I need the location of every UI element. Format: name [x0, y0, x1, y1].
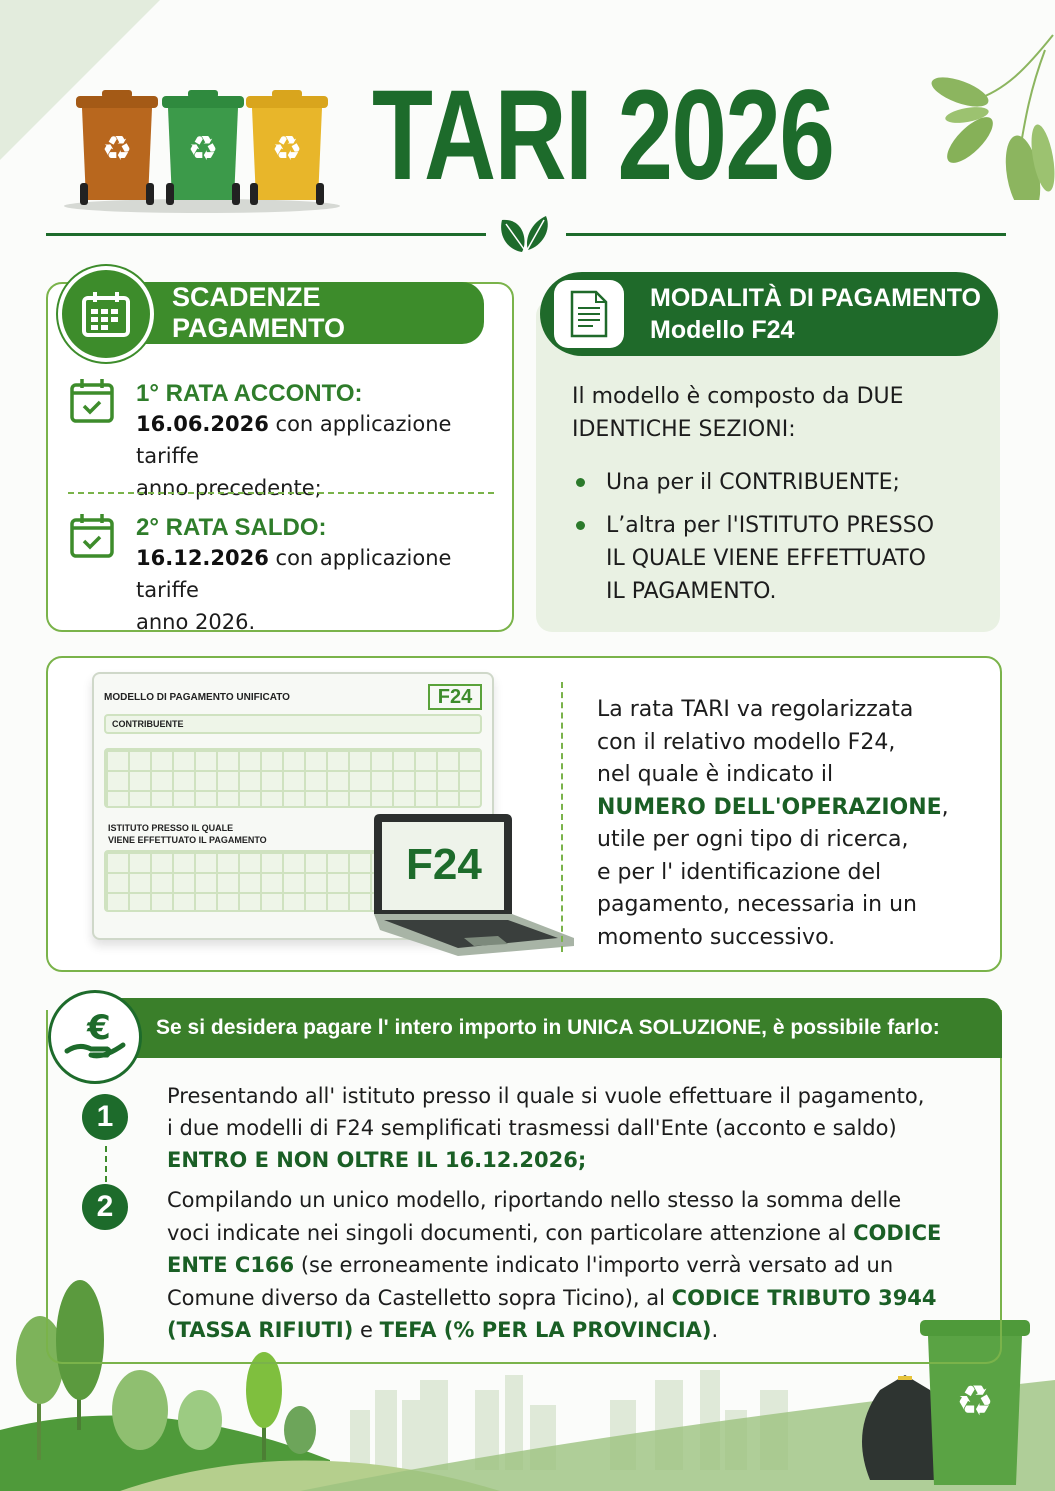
deadline-title: 1° RATA ACCONTO:: [136, 380, 363, 407]
laptop-f24-text: F24: [406, 840, 482, 889]
section-istituto-label: VIENE EFFETTUATO IL PAGAMENTO: [108, 835, 267, 845]
f24-badge: F24: [428, 684, 482, 710]
deadline-item-1: [136, 380, 506, 504]
deadline-text: anno 2026.: [136, 610, 256, 634]
deadline-date: 16.12.2026: [136, 546, 269, 570]
f24-info-line: pagamento, necessaria in un: [597, 892, 917, 917]
leaf-branch-decoration: [915, 30, 1055, 200]
option-number-1: 1: [82, 1094, 128, 1140]
section-contribuente: CONTRIBUENTE: [104, 714, 482, 734]
option-line: Comune diverso da Castelletto sopra Ticino), al: [167, 1285, 672, 1310]
bullet-item: [572, 509, 992, 608]
option-line: (se erroneamente indicato l'importo verrà versato ad un: [294, 1253, 894, 1277]
codice-tributo-highlight: CODICE TRIBUTO 3944: [671, 1285, 937, 1310]
f24-divider: [561, 682, 563, 952]
bullet-line: IL QUALE VIENE EFFETTUATO: [606, 546, 926, 571]
payment-mode-title: MODALITÀ DI PAGAMENTO: [650, 284, 982, 312]
calendar-icon: [81, 290, 131, 338]
bin-brown: [76, 90, 158, 205]
recycling-bins-illustration: [62, 88, 342, 218]
form-title: MODELLO DI PAGAMENTO UNIFICATO: [104, 692, 290, 703]
deadline-date: 16.06.2026: [136, 412, 269, 436]
option-line: Compilando un unico modello, riportando nello stesso la somma delle: [167, 1188, 902, 1212]
f24-info-line: La rata TARI va regolarizzata: [597, 697, 914, 722]
f24-info-line: nel quale è indicato il: [597, 762, 834, 787]
operation-number-highlight: NUMERO DELL'OPERAZIONE: [597, 794, 942, 820]
calendar-icon-badge: [58, 266, 154, 362]
codice-ente-highlight: ENTE C166: [167, 1253, 295, 1277]
deadline-text: con applicazione tariffe: [136, 412, 452, 468]
deadline-highlight: ENTRO E NON OLTRE IL 16.12.2026;: [167, 1148, 587, 1172]
city-skyline: [350, 1370, 788, 1470]
bin-green: [162, 90, 244, 205]
form-grid: [104, 748, 482, 808]
f24-info-line: momento successivo.: [597, 924, 836, 950]
f24-info-line: e per l' identificazione del: [597, 859, 882, 885]
euro-hand-icon-badge: [48, 990, 142, 1084]
section-istituto: [108, 822, 267, 846]
bullet-line: IL PAGAMENTO.: [606, 579, 777, 604]
bullet-item: [572, 466, 992, 499]
deadline-item-2: [136, 514, 506, 638]
option-number-2: 2: [82, 1184, 128, 1230]
deadline-title: 2° RATA SALDO:: [136, 514, 327, 541]
deadlines-title: SCADENZE PAGAMENTO: [110, 282, 484, 344]
euro-hand-icon: [63, 1009, 127, 1065]
leaf-icon: [494, 212, 556, 256]
tefa-highlight: TEFA (% PER LA PROVINCIA): [379, 1318, 712, 1342]
option-connector: [105, 1146, 107, 1182]
calendar-check-icon: [70, 378, 114, 424]
recycle-icon: ♻: [271, 129, 303, 169]
payment-mode-intro: IDENTICHE SEZIONI:: [572, 417, 796, 442]
header-divider-left: [46, 233, 486, 236]
option-line: .: [711, 1318, 719, 1342]
section-istituto-label: ISTITUTO PRESSO IL QUALE: [108, 823, 234, 833]
option-line: Presentando all' istituto presso il quale si vuole effettuare il pagamento,: [167, 1084, 925, 1108]
option-2-text: [167, 1184, 997, 1347]
deadline-text: anno precedente;: [136, 476, 322, 500]
page-title: TARI 2026: [372, 64, 834, 207]
svg-text:€: €: [87, 1009, 111, 1048]
bullet-line: Una per il CONTRIBUENTE;: [606, 470, 900, 495]
payment-mode-intro: Il modello è composto da DUE: [572, 384, 904, 409]
f24-info-line: ,: [941, 794, 949, 820]
recycle-icon: ♻: [187, 129, 219, 169]
payment-mode-subtitle: Modello F24: [650, 316, 795, 344]
header-divider-right: [566, 233, 1006, 236]
payment-mode-body: [572, 380, 992, 618]
recycle-icon: ♻: [956, 1376, 994, 1425]
option-line: e: [353, 1318, 380, 1342]
recycle-icon: ♻: [101, 129, 133, 169]
document-icon-badge: [554, 280, 624, 348]
option-line: voci indicate nei singoli documenti, con particolare attenzione al: [167, 1220, 854, 1245]
single-payment-header: Se si desidera pagare l' intero importo in UNICA SOLUZIONE, è possibile farlo:: [96, 998, 1002, 1058]
deadline-divider: [68, 492, 494, 494]
document-icon: [569, 290, 609, 338]
f24-info-line: utile per ogni tipo di ricerca,: [597, 827, 909, 852]
garbage-bag: [862, 1375, 948, 1480]
option-1-text: [167, 1080, 987, 1176]
deadline-text: con applicazione tariffe: [136, 546, 452, 602]
f24-info-text: [597, 694, 997, 954]
f24-info-line: con il relativo modello F24,: [597, 729, 896, 755]
codice-ente-highlight: CODICE: [853, 1220, 942, 1245]
payment-mode-bullets: [572, 466, 992, 608]
calendar-check-icon: [70, 513, 114, 559]
bin-yellow: [246, 90, 328, 205]
tassa-rifiuti-highlight: (TASSA RIFIUTI): [167, 1318, 354, 1342]
option-line: i due modelli di F24 semplificati trasmessi dall'Ente (acconto e saldo): [167, 1116, 897, 1140]
bullet-line: L’altra per l'ISTITUTO PRESSO: [606, 513, 935, 538]
